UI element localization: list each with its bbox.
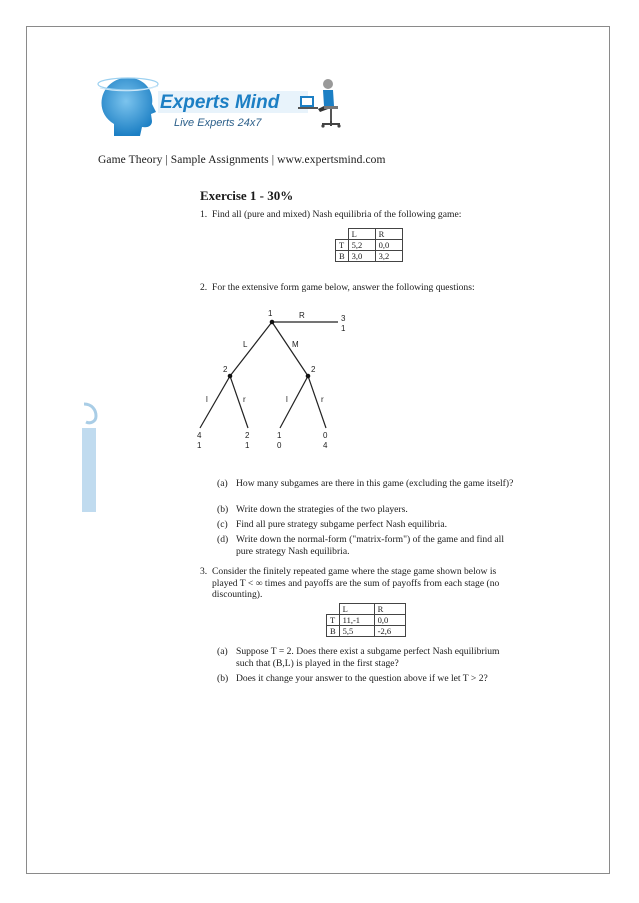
part-label: (b) [217, 673, 229, 684]
payoff-cell: 5,2 [348, 240, 375, 251]
part-text: Suppose T = 2. Does there exist a subgame perfect Nash equilibrium such that (B,L) is played in the first stage? [236, 646, 500, 669]
left-node [228, 374, 233, 379]
payoff-cell: 0,0 [375, 240, 402, 251]
question-1 [200, 209, 461, 221]
row-header: T [336, 240, 349, 251]
col-header: R [375, 229, 402, 240]
question-number: 3. [200, 566, 208, 577]
payoff-cell: 3,2 [375, 251, 402, 262]
payoff-leaf-1-p1: 4 [197, 431, 202, 440]
q3-part-a [217, 646, 519, 669]
question-number: 2. [200, 282, 208, 293]
root-node [270, 320, 275, 325]
q3-part-b [217, 673, 519, 685]
payoff-cell: 5,5 [339, 626, 374, 637]
row-header: B [327, 626, 340, 637]
edge-label-rl: l [286, 395, 288, 404]
right-player-label: 2 [311, 365, 316, 374]
part-text: Write down the strategies of the two players. [236, 504, 408, 515]
row-header: B [336, 251, 349, 262]
side-watermark-icon [80, 402, 98, 514]
edge-label-R: R [299, 311, 305, 320]
payoff-leaf-2-p2: 1 [245, 441, 250, 450]
edge-L [230, 322, 272, 376]
part-label: (b) [217, 504, 229, 515]
payoff-cell: 11,-1 [339, 615, 374, 626]
exercise-title: Exercise 1 - 30% [200, 188, 294, 203]
payoff-leaf-4-p1: 0 [323, 431, 328, 440]
edge-M [272, 322, 308, 376]
q2-part-b [217, 504, 517, 516]
person-at-computer-icon [298, 79, 341, 128]
payoff-leaf-4-p2: 4 [323, 441, 328, 450]
payoff-R-1: 3 [341, 314, 346, 323]
question-3 [200, 566, 518, 601]
part-text: Write down the normal-form ("matrix-form") of the game and find all pure strategy Nash equilibria. [236, 534, 504, 557]
edge-label-ll: l [206, 395, 208, 404]
row-header: T [327, 615, 340, 626]
edge-rl [280, 376, 308, 428]
payoff-table-1 [335, 228, 403, 262]
question-2 [200, 282, 475, 294]
left-player-label: 2 [223, 365, 228, 374]
root-player-label: 1 [268, 309, 273, 318]
part-text: How many subgames are there in this game (excluding the game itself)? [236, 478, 514, 489]
payoff-leaf-3-p1: 1 [277, 431, 282, 440]
part-text: Find all pure strategy subgame perfect Nash equilibria. [236, 519, 447, 530]
question-text: Find all (pure and mixed) Nash equilibria of the following game: [212, 209, 462, 220]
part-label: (a) [217, 646, 228, 657]
header-line: Game Theory | Sample Assignments | www.expertsmind.com [98, 154, 386, 166]
q2-part-a [217, 478, 517, 490]
edge-ll [200, 376, 230, 428]
game-tree [188, 304, 358, 462]
col-header: R [374, 604, 405, 615]
col-header: L [348, 229, 375, 240]
q2-part-c [217, 519, 517, 531]
part-label: (c) [217, 519, 228, 530]
payoff-table-3 [326, 603, 406, 637]
payoff-leaf-3-p2: 0 [277, 441, 282, 450]
payoff-R-2: 1 [341, 324, 346, 333]
q2-part-d [217, 534, 517, 557]
payoff-leaf-1-p2: 1 [197, 441, 202, 450]
head-silhouette-icon [98, 78, 158, 136]
part-label: (a) [217, 478, 228, 489]
part-text: Does it change your answer to the question above if we let T > 2? [236, 673, 488, 684]
edge-label-L: L [243, 340, 248, 349]
question-text: Consider the finitely repeated game where the stage game shown below is played T < ∞ times and payoffs are the sum of payoffs from each stage (no discounting). [212, 566, 500, 600]
payoff-leaf-2-p1: 2 [245, 431, 250, 440]
payoff-cell: -2,6 [374, 626, 405, 637]
right-node [306, 374, 311, 379]
part-label: (d) [217, 534, 229, 545]
edge-label-rr: r [321, 395, 324, 404]
edge-label-M: M [292, 340, 299, 349]
payoff-cell: 3,0 [348, 251, 375, 262]
col-header: L [339, 604, 374, 615]
question-text: For the extensive form game below, answer the following questions: [212, 282, 475, 293]
payoff-cell: 0,0 [374, 615, 405, 626]
question-number: 1. [200, 209, 208, 220]
logo-brand: Experts Mind [160, 92, 280, 113]
edge-label-lr: r [243, 395, 246, 404]
logo-tagline: Live Experts 24x7 [174, 117, 262, 129]
experts-mind-logo [96, 74, 346, 140]
